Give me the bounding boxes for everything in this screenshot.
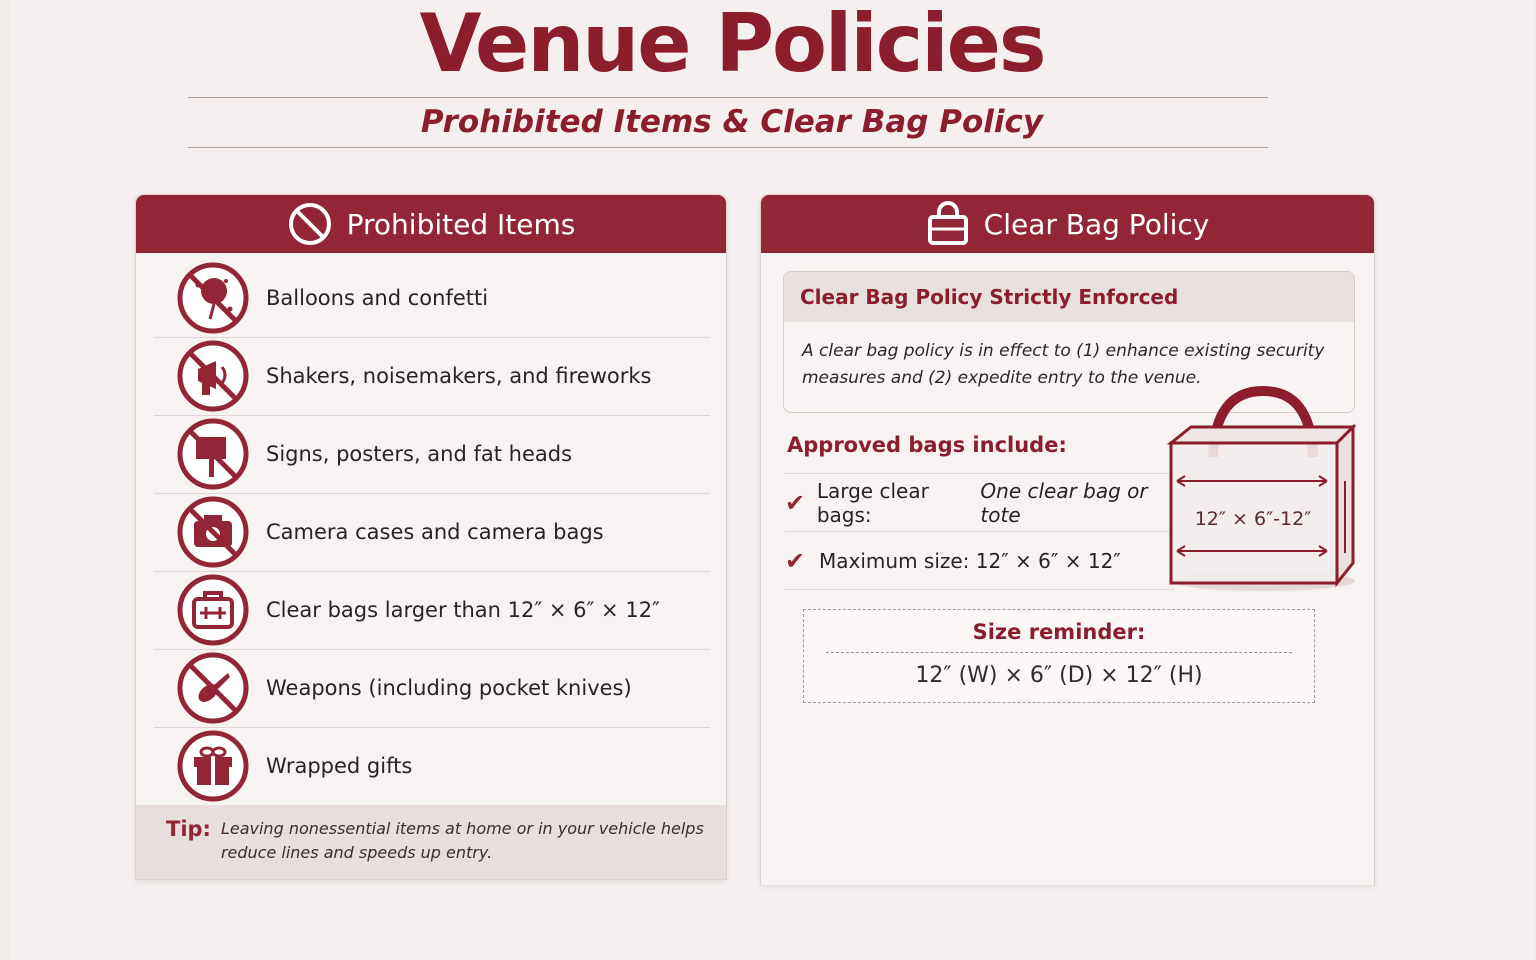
size-reminder-box bbox=[803, 609, 1315, 703]
check-icon: ✔ bbox=[785, 488, 806, 517]
item-label: Clear bags larger than 12″ × 6″ × 12″ bbox=[266, 598, 660, 622]
list-item bbox=[154, 649, 710, 728]
item-label: Wrapped gifts bbox=[266, 754, 413, 778]
clear-bag-policy-title: Clear Bag Policy bbox=[983, 207, 1210, 241]
list-item bbox=[154, 337, 710, 416]
oversize-bag-icon bbox=[176, 573, 250, 647]
no-signs-icon bbox=[176, 417, 250, 491]
clear-bag-policy-panel bbox=[760, 194, 1375, 885]
list-item bbox=[154, 259, 710, 338]
clear-bag-illustration bbox=[1163, 385, 1363, 595]
size-reminder-value: 12″ (W) × 6″ (D) × 12″ (H) bbox=[915, 663, 1203, 688]
no-balloons-icon bbox=[176, 261, 250, 335]
notice-title: Clear Bag Policy Strictly Enforced bbox=[784, 272, 1354, 322]
gift-icon bbox=[176, 729, 250, 803]
list-item bbox=[154, 571, 710, 650]
tip-box bbox=[136, 805, 726, 879]
prohibited-items-panel bbox=[135, 194, 727, 880]
check-icon: ✔ bbox=[785, 546, 806, 575]
no-camera-bags-icon bbox=[176, 495, 250, 569]
bag-icon bbox=[926, 201, 970, 247]
prohibited-items-title: Prohibited Items bbox=[346, 207, 576, 241]
size-reminder-label: Size reminder: bbox=[972, 620, 1146, 644]
approved-item bbox=[785, 531, 1175, 590]
approved-item-desc: One clear bag or tote bbox=[980, 478, 1148, 527]
approved-item-label: Large clear bags: bbox=[816, 478, 929, 527]
no-noisemakers-icon bbox=[176, 339, 250, 413]
tip-label: Tip: bbox=[166, 817, 211, 841]
item-label: Weapons (including pocket knives) bbox=[266, 676, 632, 700]
reminder-divider bbox=[826, 652, 1292, 653]
list-item bbox=[154, 415, 710, 494]
page-title: Venue Policies bbox=[419, 0, 1045, 90]
item-label: Camera cases and camera bags bbox=[266, 520, 604, 544]
approved-item-label: Maximum size: 12″ × 6″ × 12″ bbox=[819, 548, 1121, 573]
approved-bags-heading: Approved bags include: bbox=[787, 433, 1067, 457]
approved-item bbox=[785, 473, 1175, 531]
notice-text: A clear bag policy is in effect to (1) enhance existing security measures and (2) expedite entry to the venue. bbox=[802, 341, 1325, 388]
tip-text: Leaving nonessential items at home or in your vehicle helps reduce lines and speeds up entry. bbox=[220, 819, 704, 862]
no-weapons-icon bbox=[176, 651, 250, 725]
list-item bbox=[154, 493, 710, 572]
prohibited-items-header bbox=[136, 195, 726, 253]
prohibited-sign-icon bbox=[287, 201, 333, 247]
item-label: Balloons and confetti bbox=[266, 286, 489, 310]
bag-dimension-label: 12″ × 6″-12″ bbox=[1194, 508, 1312, 530]
title-divider bbox=[188, 97, 1268, 98]
subtitle-divider bbox=[188, 147, 1268, 148]
item-label: Signs, posters, and fat heads bbox=[266, 442, 573, 466]
clear-bag-policy-header bbox=[761, 195, 1374, 253]
page-subtitle: Prohibited Items & Clear Bag Policy bbox=[420, 104, 1044, 140]
list-item bbox=[154, 727, 710, 806]
item-label: Shakers, noisemakers, and fireworks bbox=[266, 364, 652, 388]
